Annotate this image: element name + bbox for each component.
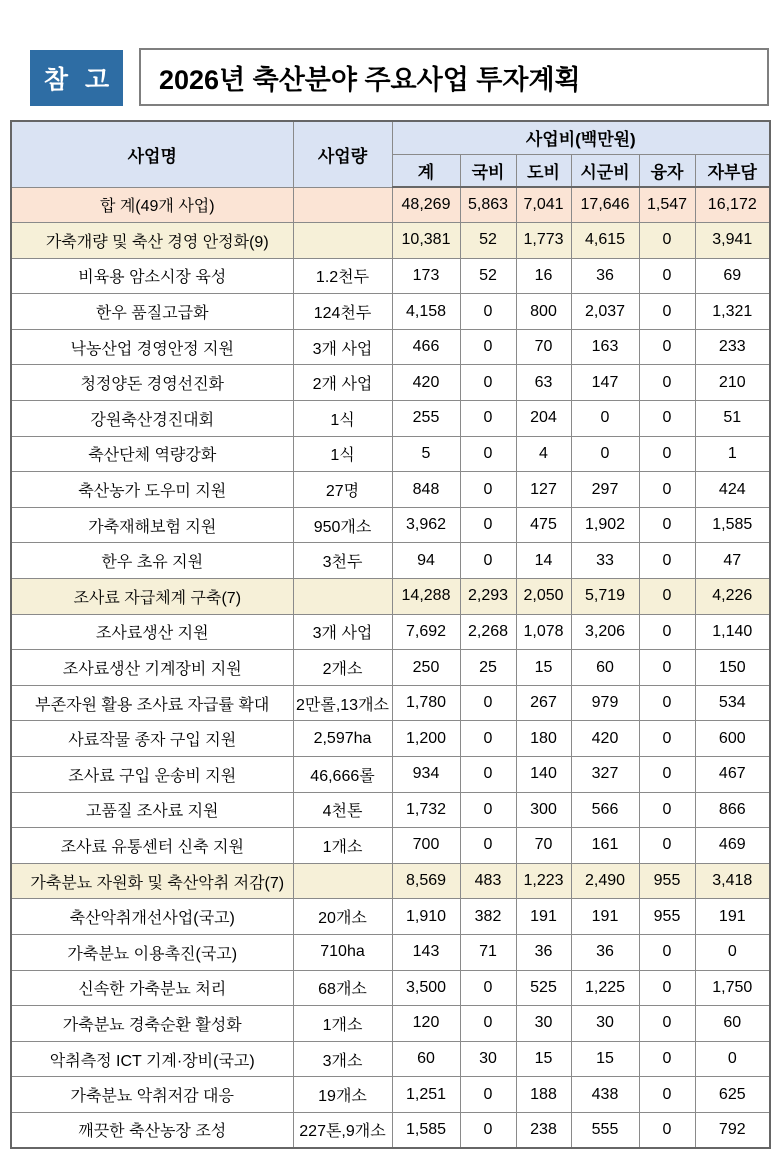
project-name-cell: 조사료생산 지원 xyxy=(11,614,293,650)
national-cell: 382 xyxy=(460,899,516,935)
project-name-cell: 청정양돈 경영선진화 xyxy=(11,365,293,401)
city-county-cell: 36 xyxy=(571,258,639,294)
col-header-project: 사업명 xyxy=(11,121,293,187)
project-name-cell: 가축분뇨 이용촉진(국고) xyxy=(11,934,293,970)
total-cell: 4,158 xyxy=(392,294,460,330)
quantity-cell: 2만롤,13개소 xyxy=(293,685,392,721)
loan-cell: 0 xyxy=(639,507,695,543)
provincial-cell: 1,773 xyxy=(516,223,571,259)
self-pay-cell: 1,585 xyxy=(695,507,770,543)
table-row xyxy=(11,970,770,1006)
loan-cell: 0 xyxy=(639,401,695,437)
city-county-cell: 17,646 xyxy=(571,187,639,223)
loan-cell: 0 xyxy=(639,1112,695,1148)
city-county-cell: 30 xyxy=(571,1006,639,1042)
national-cell: 2,268 xyxy=(460,614,516,650)
project-name-cell: 한우 초유 지원 xyxy=(11,543,293,579)
self-pay-cell: 534 xyxy=(695,685,770,721)
total-cell: 173 xyxy=(392,258,460,294)
quantity-cell: 3개 사업 xyxy=(293,329,392,365)
col-header-city-county: 시군비 xyxy=(571,154,639,187)
national-cell: 25 xyxy=(460,650,516,686)
city-county-cell: 5,719 xyxy=(571,579,639,615)
provincial-cell: 800 xyxy=(516,294,571,330)
self-pay-cell: 4,226 xyxy=(695,579,770,615)
quantity-cell: 3개 사업 xyxy=(293,614,392,650)
total-cell: 1,251 xyxy=(392,1077,460,1113)
loan-cell: 0 xyxy=(639,472,695,508)
self-pay-cell: 210 xyxy=(695,365,770,401)
national-cell: 71 xyxy=(460,934,516,970)
col-header-national: 국비 xyxy=(460,154,516,187)
national-cell: 52 xyxy=(460,223,516,259)
provincial-cell: 14 xyxy=(516,543,571,579)
project-name-cell: 신속한 가축분뇨 처리 xyxy=(11,970,293,1006)
project-name-cell: 가축재해보험 지원 xyxy=(11,507,293,543)
project-name-cell: 가축분뇨 경축순환 활성화 xyxy=(11,1006,293,1042)
self-pay-cell: 3,941 xyxy=(695,223,770,259)
loan-cell: 0 xyxy=(639,223,695,259)
table-row xyxy=(11,507,770,543)
project-name-cell: 조사료생산 기계장비 지원 xyxy=(11,650,293,686)
project-name-cell: 축산단체 역량강화 xyxy=(11,436,293,472)
quantity-cell: 1.2천두 xyxy=(293,258,392,294)
national-cell: 2,293 xyxy=(460,579,516,615)
table-row xyxy=(11,1077,770,1113)
total-cell: 7,692 xyxy=(392,614,460,650)
quantity-cell: 710ha xyxy=(293,934,392,970)
total-cell: 848 xyxy=(392,472,460,508)
national-cell: 0 xyxy=(460,294,516,330)
project-name-cell: 축산농가 도우미 지원 xyxy=(11,472,293,508)
title-box xyxy=(139,48,769,106)
national-cell: 0 xyxy=(460,721,516,757)
table-row xyxy=(11,685,770,721)
loan-cell: 0 xyxy=(639,1077,695,1113)
provincial-cell: 1,223 xyxy=(516,863,571,899)
city-county-cell: 1,902 xyxy=(571,507,639,543)
self-pay-cell: 191 xyxy=(695,899,770,935)
loan-cell: 0 xyxy=(639,757,695,793)
city-county-cell: 36 xyxy=(571,934,639,970)
project-name-cell: 가축분뇨 악취저감 대응 xyxy=(11,1077,293,1113)
loan-cell: 0 xyxy=(639,721,695,757)
national-cell: 0 xyxy=(460,828,516,864)
national-cell: 0 xyxy=(460,970,516,1006)
table-row xyxy=(11,543,770,579)
provincial-cell: 7,041 xyxy=(516,187,571,223)
self-pay-cell: 469 xyxy=(695,828,770,864)
provincial-cell: 30 xyxy=(516,1006,571,1042)
loan-cell: 0 xyxy=(639,436,695,472)
quantity-cell: 2,597ha xyxy=(293,721,392,757)
national-cell: 0 xyxy=(460,1006,516,1042)
loan-cell: 0 xyxy=(639,579,695,615)
city-county-cell: 438 xyxy=(571,1077,639,1113)
project-name-cell: 강원축산경진대회 xyxy=(11,401,293,437)
table-row xyxy=(11,579,770,615)
provincial-cell: 15 xyxy=(516,650,571,686)
city-county-cell: 147 xyxy=(571,365,639,401)
col-header-total: 계 xyxy=(392,154,460,187)
total-cell: 3,500 xyxy=(392,970,460,1006)
provincial-cell: 4 xyxy=(516,436,571,472)
quantity-cell: 19개소 xyxy=(293,1077,392,1113)
investment-plan-table xyxy=(10,120,771,1149)
city-county-cell: 0 xyxy=(571,401,639,437)
provincial-cell: 180 xyxy=(516,721,571,757)
project-name-cell: 비육용 암소시장 육성 xyxy=(11,258,293,294)
total-cell: 1,732 xyxy=(392,792,460,828)
city-county-cell: 15 xyxy=(571,1041,639,1077)
national-cell: 0 xyxy=(460,1077,516,1113)
provincial-cell: 70 xyxy=(516,329,571,365)
city-county-cell: 555 xyxy=(571,1112,639,1148)
loan-cell: 0 xyxy=(639,970,695,1006)
table-row xyxy=(11,294,770,330)
self-pay-cell: 866 xyxy=(695,792,770,828)
reference-badge xyxy=(30,50,123,106)
quantity-cell xyxy=(293,863,392,899)
quantity-cell: 3개소 xyxy=(293,1041,392,1077)
loan-cell: 0 xyxy=(639,650,695,686)
self-pay-cell: 3,418 xyxy=(695,863,770,899)
city-county-cell: 4,615 xyxy=(571,223,639,259)
total-cell: 934 xyxy=(392,757,460,793)
self-pay-cell: 47 xyxy=(695,543,770,579)
total-cell: 255 xyxy=(392,401,460,437)
loan-cell: 0 xyxy=(639,1041,695,1077)
provincial-cell: 188 xyxy=(516,1077,571,1113)
loan-cell: 0 xyxy=(639,614,695,650)
city-county-cell: 297 xyxy=(571,472,639,508)
self-pay-cell: 600 xyxy=(695,721,770,757)
total-cell: 1,780 xyxy=(392,685,460,721)
provincial-cell: 2,050 xyxy=(516,579,571,615)
city-county-cell: 3,206 xyxy=(571,614,639,650)
provincial-cell: 204 xyxy=(516,401,571,437)
table-row xyxy=(11,472,770,508)
loan-cell: 1,547 xyxy=(639,187,695,223)
table-row xyxy=(11,1112,770,1148)
city-county-cell: 420 xyxy=(571,721,639,757)
self-pay-cell: 233 xyxy=(695,329,770,365)
total-cell: 10,381 xyxy=(392,223,460,259)
total-cell: 60 xyxy=(392,1041,460,1077)
self-pay-cell: 0 xyxy=(695,934,770,970)
national-cell: 0 xyxy=(460,401,516,437)
national-cell: 5,863 xyxy=(460,187,516,223)
loan-cell: 0 xyxy=(639,685,695,721)
national-cell: 0 xyxy=(460,507,516,543)
quantity-cell: 950개소 xyxy=(293,507,392,543)
total-cell: 1,585 xyxy=(392,1112,460,1148)
city-county-cell: 327 xyxy=(571,757,639,793)
project-name-cell: 가축개량 및 축산 경영 안정화(9) xyxy=(11,223,293,259)
quantity-cell: 2개 사업 xyxy=(293,365,392,401)
quantity-cell: 46,666롤 xyxy=(293,757,392,793)
total-cell: 8,569 xyxy=(392,863,460,899)
project-name-cell: 낙농산업 경영안정 지원 xyxy=(11,329,293,365)
self-pay-cell: 1 xyxy=(695,436,770,472)
table-row xyxy=(11,223,770,259)
col-header-self-pay: 자부담 xyxy=(695,154,770,187)
self-pay-cell: 1,750 xyxy=(695,970,770,1006)
total-cell: 5 xyxy=(392,436,460,472)
loan-cell: 955 xyxy=(639,899,695,935)
table-row xyxy=(11,757,770,793)
loan-cell: 0 xyxy=(639,1006,695,1042)
project-name-cell: 깨끗한 축산농장 조성 xyxy=(11,1112,293,1148)
provincial-cell: 191 xyxy=(516,899,571,935)
quantity-cell: 1식 xyxy=(293,436,392,472)
project-name-cell: 사료작물 종자 구입 지원 xyxy=(11,721,293,757)
table-row xyxy=(11,258,770,294)
table-row xyxy=(11,863,770,899)
table-row xyxy=(11,792,770,828)
provincial-cell: 16 xyxy=(516,258,571,294)
self-pay-cell: 424 xyxy=(695,472,770,508)
table-row xyxy=(11,934,770,970)
total-cell: 1,910 xyxy=(392,899,460,935)
loan-cell: 0 xyxy=(639,294,695,330)
project-name-cell: 조사료 자급체계 구축(7) xyxy=(11,579,293,615)
self-pay-cell: 0 xyxy=(695,1041,770,1077)
quantity-cell: 1식 xyxy=(293,401,392,437)
loan-cell: 0 xyxy=(639,543,695,579)
self-pay-cell: 60 xyxy=(695,1006,770,1042)
table-row xyxy=(11,1006,770,1042)
project-name-cell: 고품질 조사료 지원 xyxy=(11,792,293,828)
national-cell: 483 xyxy=(460,863,516,899)
table-row xyxy=(11,436,770,472)
table-row xyxy=(11,365,770,401)
loan-cell: 0 xyxy=(639,329,695,365)
table-row xyxy=(11,329,770,365)
loan-cell: 955 xyxy=(639,863,695,899)
table-row xyxy=(11,721,770,757)
national-cell: 0 xyxy=(460,1112,516,1148)
national-cell: 0 xyxy=(460,365,516,401)
provincial-cell: 475 xyxy=(516,507,571,543)
total-cell: 250 xyxy=(392,650,460,686)
loan-cell: 0 xyxy=(639,828,695,864)
quantity-cell: 27명 xyxy=(293,472,392,508)
quantity-cell: 227톤,9개소 xyxy=(293,1112,392,1148)
self-pay-cell: 792 xyxy=(695,1112,770,1148)
col-header-quantity: 사업량 xyxy=(293,121,392,187)
quantity-cell: 3천두 xyxy=(293,543,392,579)
project-name-cell: 축산악취개선사업(국고) xyxy=(11,899,293,935)
project-name-cell: 부존자원 활용 조사료 자급률 확대 xyxy=(11,685,293,721)
col-header-provincial: 도비 xyxy=(516,154,571,187)
table-row xyxy=(11,899,770,935)
provincial-cell: 300 xyxy=(516,792,571,828)
total-cell: 466 xyxy=(392,329,460,365)
city-county-cell: 979 xyxy=(571,685,639,721)
city-county-cell: 161 xyxy=(571,828,639,864)
quantity-cell xyxy=(293,187,392,223)
total-cell: 1,200 xyxy=(392,721,460,757)
total-cell: 143 xyxy=(392,934,460,970)
quantity-cell: 20개소 xyxy=(293,899,392,935)
provincial-cell: 238 xyxy=(516,1112,571,1148)
self-pay-cell: 16,172 xyxy=(695,187,770,223)
reference-badge-label: 참 고 xyxy=(43,66,115,94)
provincial-cell: 15 xyxy=(516,1041,571,1077)
self-pay-cell: 51 xyxy=(695,401,770,437)
quantity-cell: 68개소 xyxy=(293,970,392,1006)
national-cell: 0 xyxy=(460,792,516,828)
quantity-cell: 2개소 xyxy=(293,650,392,686)
quantity-cell: 4천톤 xyxy=(293,792,392,828)
col-header-cost-group: 사업비(백만원) xyxy=(392,121,770,154)
provincial-cell: 127 xyxy=(516,472,571,508)
provincial-cell: 1,078 xyxy=(516,614,571,650)
quantity-cell: 1개소 xyxy=(293,1006,392,1042)
table-header xyxy=(11,121,770,187)
provincial-cell: 36 xyxy=(516,934,571,970)
project-name-cell: 악취측정 ICT 기계·장비(국고) xyxy=(11,1041,293,1077)
self-pay-cell: 467 xyxy=(695,757,770,793)
provincial-cell: 63 xyxy=(516,365,571,401)
city-county-cell: 2,490 xyxy=(571,863,639,899)
table-row xyxy=(11,1041,770,1077)
total-cell: 420 xyxy=(392,365,460,401)
city-county-cell: 566 xyxy=(571,792,639,828)
project-name-cell: 한우 품질고급화 xyxy=(11,294,293,330)
project-name-cell: 조사료 유통센터 신축 지원 xyxy=(11,828,293,864)
project-name-cell: 가축분뇨 자원화 및 축산악취 저감(7) xyxy=(11,863,293,899)
national-cell: 0 xyxy=(460,436,516,472)
quantity-cell xyxy=(293,223,392,259)
self-pay-cell: 150 xyxy=(695,650,770,686)
quantity-cell xyxy=(293,579,392,615)
project-name-cell: 조사료 구입 운송비 지원 xyxy=(11,757,293,793)
total-cell: 3,962 xyxy=(392,507,460,543)
provincial-cell: 140 xyxy=(516,757,571,793)
total-cell: 14,288 xyxy=(392,579,460,615)
provincial-cell: 70 xyxy=(516,828,571,864)
city-county-cell: 1,225 xyxy=(571,970,639,1006)
national-cell: 0 xyxy=(460,757,516,793)
quantity-cell: 1개소 xyxy=(293,828,392,864)
national-cell: 30 xyxy=(460,1041,516,1077)
total-cell: 48,269 xyxy=(392,187,460,223)
loan-cell: 0 xyxy=(639,934,695,970)
national-cell: 0 xyxy=(460,329,516,365)
table-row xyxy=(11,828,770,864)
city-county-cell: 163 xyxy=(571,329,639,365)
table-row xyxy=(11,187,770,223)
table-row xyxy=(11,614,770,650)
table-row xyxy=(11,650,770,686)
page-title: 2026년 축산분야 주요사업 투자계획 xyxy=(159,64,581,95)
table-body xyxy=(11,187,770,1148)
national-cell: 0 xyxy=(460,543,516,579)
self-pay-cell: 625 xyxy=(695,1077,770,1113)
self-pay-cell: 1,321 xyxy=(695,294,770,330)
national-cell: 52 xyxy=(460,258,516,294)
total-cell: 94 xyxy=(392,543,460,579)
loan-cell: 0 xyxy=(639,365,695,401)
table-row xyxy=(11,401,770,437)
total-cell: 120 xyxy=(392,1006,460,1042)
total-cell: 700 xyxy=(392,828,460,864)
city-county-cell: 0 xyxy=(571,436,639,472)
city-county-cell: 33 xyxy=(571,543,639,579)
national-cell: 0 xyxy=(460,685,516,721)
quantity-cell: 124천두 xyxy=(293,294,392,330)
self-pay-cell: 1,140 xyxy=(695,614,770,650)
col-header-loan: 융자 xyxy=(639,154,695,187)
city-county-cell: 191 xyxy=(571,899,639,935)
provincial-cell: 267 xyxy=(516,685,571,721)
project-name-cell: 합 계(49개 사업) xyxy=(11,187,293,223)
self-pay-cell: 69 xyxy=(695,258,770,294)
provincial-cell: 525 xyxy=(516,970,571,1006)
city-county-cell: 2,037 xyxy=(571,294,639,330)
loan-cell: 0 xyxy=(639,258,695,294)
national-cell: 0 xyxy=(460,472,516,508)
city-county-cell: 60 xyxy=(571,650,639,686)
loan-cell: 0 xyxy=(639,792,695,828)
